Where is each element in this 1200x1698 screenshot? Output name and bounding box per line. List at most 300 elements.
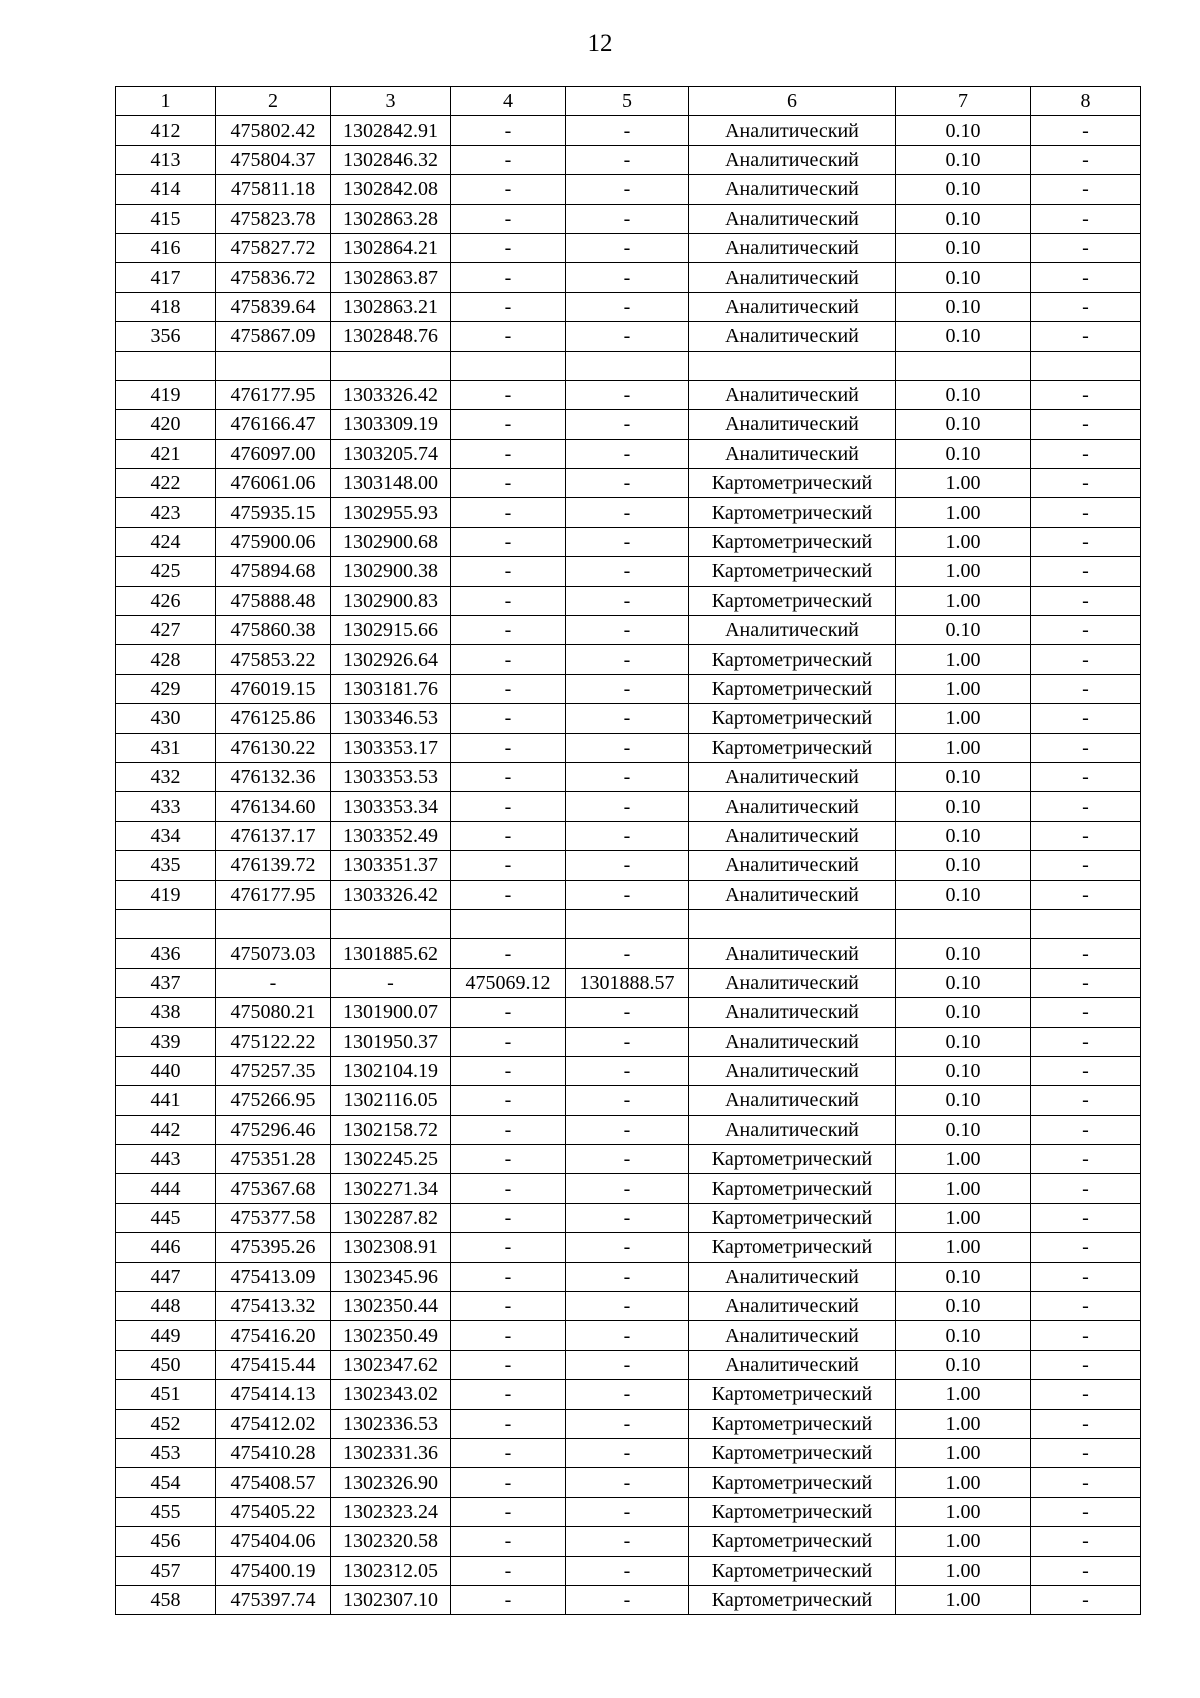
method-cell: Аналитический xyxy=(689,175,896,204)
table-row xyxy=(116,880,1141,909)
note-cell: - xyxy=(1031,527,1141,556)
accuracy-cell: 1.00 xyxy=(896,1438,1031,1467)
table-row xyxy=(116,1027,1141,1056)
note-cell: - xyxy=(1031,939,1141,968)
point-number-cell: 422 xyxy=(116,469,216,498)
x-coordinate-cell: 475823.78 xyxy=(216,204,331,233)
y-coordinate-cell: 1303148.00 xyxy=(331,469,451,498)
method-cell: Аналитический xyxy=(689,1262,896,1291)
accuracy-cell: 0.10 xyxy=(896,292,1031,321)
x-new-cell: - xyxy=(451,1174,566,1203)
x-coordinate-cell: 475836.72 xyxy=(216,263,331,292)
x-coordinate-cell: 475413.09 xyxy=(216,1262,331,1291)
note-cell: - xyxy=(1031,469,1141,498)
table-row xyxy=(116,1380,1141,1409)
note-cell xyxy=(1031,909,1141,938)
y-coordinate-cell: 1302863.87 xyxy=(331,263,451,292)
y-coordinate-cell: 1303351.37 xyxy=(331,851,451,880)
note-cell: - xyxy=(1031,1527,1141,1556)
table-row xyxy=(116,1409,1141,1438)
x-coordinate-cell: 475397.74 xyxy=(216,1585,331,1614)
x-new-cell: - xyxy=(451,733,566,762)
note-cell: - xyxy=(1031,1086,1141,1115)
table-row xyxy=(116,410,1141,439)
method-cell: Аналитический xyxy=(689,792,896,821)
point-number-cell: 434 xyxy=(116,821,216,850)
separator-row xyxy=(116,351,1141,380)
note-cell: - xyxy=(1031,674,1141,703)
x-new-cell: - xyxy=(451,233,566,262)
y-new-cell: - xyxy=(566,674,689,703)
point-number-cell: 419 xyxy=(116,380,216,409)
point-number-cell: 419 xyxy=(116,880,216,909)
method-cell: Аналитический xyxy=(689,821,896,850)
x-new-cell: - xyxy=(451,1585,566,1614)
y-new-cell: - xyxy=(566,1468,689,1497)
y-new-cell: - xyxy=(566,439,689,468)
method-cell: Аналитический xyxy=(689,233,896,262)
y-coordinate-cell: 1303309.19 xyxy=(331,410,451,439)
table-row xyxy=(116,469,1141,498)
table-row xyxy=(116,939,1141,968)
accuracy-cell: 0.10 xyxy=(896,939,1031,968)
note-cell: - xyxy=(1031,880,1141,909)
table-row xyxy=(116,674,1141,703)
y-new-cell: - xyxy=(566,821,689,850)
table-row xyxy=(116,380,1141,409)
column-header: 5 xyxy=(566,87,689,116)
method-cell: Картометрический xyxy=(689,733,896,762)
y-new-cell: - xyxy=(566,1350,689,1379)
note-cell: - xyxy=(1031,1292,1141,1321)
point-number-cell: 435 xyxy=(116,851,216,880)
point-number-cell: 440 xyxy=(116,1056,216,1085)
point-number-cell: 438 xyxy=(116,998,216,1027)
method-cell: Аналитический xyxy=(689,1056,896,1085)
point-number-cell: 452 xyxy=(116,1409,216,1438)
y-coordinate-cell: 1302350.44 xyxy=(331,1292,451,1321)
y-coordinate-cell: 1302900.38 xyxy=(331,557,451,586)
y-coordinate-cell: 1302312.05 xyxy=(331,1556,451,1585)
note-cell: - xyxy=(1031,645,1141,674)
method-cell: Картометрический xyxy=(689,1438,896,1467)
x-new-cell: - xyxy=(451,1497,566,1526)
method-cell: Аналитический xyxy=(689,1321,896,1350)
y-new-cell: - xyxy=(566,263,689,292)
x-coordinate-cell: 476137.17 xyxy=(216,821,331,850)
y-coordinate-cell: 1302846.32 xyxy=(331,145,451,174)
y-new-cell: - xyxy=(566,380,689,409)
x-coordinate-cell: 475073.03 xyxy=(216,939,331,968)
accuracy-cell: 1.00 xyxy=(896,674,1031,703)
y-coordinate-cell: 1302271.34 xyxy=(331,1174,451,1203)
x-new-cell: - xyxy=(451,674,566,703)
note-cell: - xyxy=(1031,586,1141,615)
table-row xyxy=(116,762,1141,791)
table-row xyxy=(116,1115,1141,1144)
table-row xyxy=(116,1145,1141,1174)
note-cell: - xyxy=(1031,410,1141,439)
x-coordinate-cell: 476019.15 xyxy=(216,674,331,703)
point-number-cell: 439 xyxy=(116,1027,216,1056)
note-cell: - xyxy=(1031,322,1141,351)
method-cell xyxy=(689,909,896,938)
y-coordinate-cell: 1302323.24 xyxy=(331,1497,451,1526)
y-coordinate-cell: 1302336.53 xyxy=(331,1409,451,1438)
method-cell: Аналитический xyxy=(689,616,896,645)
y-coordinate-cell: 1303352.49 xyxy=(331,821,451,850)
method-cell: Аналитический xyxy=(689,410,896,439)
x-new-cell: - xyxy=(451,527,566,556)
table-row xyxy=(116,851,1141,880)
point-number-cell: 423 xyxy=(116,498,216,527)
y-coordinate-cell: 1302326.90 xyxy=(331,1468,451,1497)
y-coordinate-cell: 1303353.34 xyxy=(331,792,451,821)
table-row xyxy=(116,233,1141,262)
accuracy-cell: 0.10 xyxy=(896,1086,1031,1115)
y-coordinate-cell: 1303205.74 xyxy=(331,439,451,468)
y-new-cell: - xyxy=(566,880,689,909)
y-coordinate-cell: 1303181.76 xyxy=(331,674,451,703)
method-cell: Картометрический xyxy=(689,1233,896,1262)
y-coordinate-cell: 1302320.58 xyxy=(331,1527,451,1556)
table-row xyxy=(116,175,1141,204)
table-row xyxy=(116,263,1141,292)
accuracy-cell: 0.10 xyxy=(896,204,1031,233)
note-cell: - xyxy=(1031,968,1141,997)
x-coordinate-cell: 475888.48 xyxy=(216,586,331,615)
method-cell xyxy=(689,351,896,380)
y-coordinate-cell: 1301900.07 xyxy=(331,998,451,1027)
y-new-cell: - xyxy=(566,557,689,586)
x-new-cell: - xyxy=(451,1468,566,1497)
x-new-cell: - xyxy=(451,145,566,174)
y-new-cell: - xyxy=(566,1527,689,1556)
table-row xyxy=(116,821,1141,850)
point-number-cell: 427 xyxy=(116,616,216,645)
table-row xyxy=(116,116,1141,145)
accuracy-cell: 0.10 xyxy=(896,410,1031,439)
y-new-cell: - xyxy=(566,1174,689,1203)
note-cell: - xyxy=(1031,1497,1141,1526)
x-new-cell: - xyxy=(451,1027,566,1056)
table-row xyxy=(116,1468,1141,1497)
x-new-cell xyxy=(451,351,566,380)
x-new-cell: - xyxy=(451,175,566,204)
point-number-cell: 443 xyxy=(116,1145,216,1174)
accuracy-cell: 1.00 xyxy=(896,1497,1031,1526)
x-coordinate-cell: 476166.47 xyxy=(216,410,331,439)
x-new-cell: - xyxy=(451,322,566,351)
accuracy-cell: 1.00 xyxy=(896,1556,1031,1585)
method-cell: Картометрический xyxy=(689,645,896,674)
x-coordinate-cell: 475416.20 xyxy=(216,1321,331,1350)
method-cell: Аналитический xyxy=(689,939,896,968)
coordinates-table xyxy=(115,86,1141,1615)
y-coordinate-cell: 1301885.62 xyxy=(331,939,451,968)
y-new-cell: - xyxy=(566,322,689,351)
point-number-cell: 415 xyxy=(116,204,216,233)
point-number-cell: 442 xyxy=(116,1115,216,1144)
accuracy-cell: 1.00 xyxy=(896,1145,1031,1174)
table-row xyxy=(116,204,1141,233)
table-row xyxy=(116,1321,1141,1350)
x-new-cell: - xyxy=(451,469,566,498)
accuracy-cell: 0.10 xyxy=(896,1027,1031,1056)
point-number-cell: 412 xyxy=(116,116,216,145)
x-new-cell: - xyxy=(451,704,566,733)
x-coordinate-cell: - xyxy=(216,968,331,997)
accuracy-cell: 0.10 xyxy=(896,762,1031,791)
y-coordinate-cell: 1302104.19 xyxy=(331,1056,451,1085)
accuracy-cell: 1.00 xyxy=(896,469,1031,498)
accuracy-cell: 0.10 xyxy=(896,439,1031,468)
note-cell: - xyxy=(1031,851,1141,880)
x-coordinate-cell: 476139.72 xyxy=(216,851,331,880)
accuracy-cell: 0.10 xyxy=(896,1115,1031,1144)
x-new-cell: - xyxy=(451,851,566,880)
y-new-cell: - xyxy=(566,645,689,674)
y-coordinate-cell: - xyxy=(331,968,451,997)
x-coordinate-cell: 475367.68 xyxy=(216,1174,331,1203)
table-row xyxy=(116,1350,1141,1379)
table-row xyxy=(116,1438,1141,1467)
note-cell: - xyxy=(1031,733,1141,762)
y-coordinate-cell: 1302900.68 xyxy=(331,527,451,556)
note-cell: - xyxy=(1031,204,1141,233)
x-coordinate-cell xyxy=(216,909,331,938)
x-coordinate-cell: 475867.09 xyxy=(216,322,331,351)
point-number-cell xyxy=(116,909,216,938)
column-header: 3 xyxy=(331,87,451,116)
y-new-cell: - xyxy=(566,1292,689,1321)
note-cell: - xyxy=(1031,1468,1141,1497)
y-new-cell: - xyxy=(566,1585,689,1614)
y-new-cell: - xyxy=(566,1380,689,1409)
method-cell: Картометрический xyxy=(689,498,896,527)
y-new-cell: - xyxy=(566,792,689,821)
point-number-cell: 444 xyxy=(116,1174,216,1203)
table-row xyxy=(116,1174,1141,1203)
point-number-cell: 430 xyxy=(116,704,216,733)
accuracy-cell: 0.10 xyxy=(896,145,1031,174)
y-new-cell: - xyxy=(566,851,689,880)
y-coordinate-cell: 1302158.72 xyxy=(331,1115,451,1144)
x-coordinate-cell: 476177.95 xyxy=(216,380,331,409)
y-new-cell: - xyxy=(566,586,689,615)
note-cell: - xyxy=(1031,233,1141,262)
point-number-cell: 426 xyxy=(116,586,216,615)
y-coordinate-cell: 1302116.05 xyxy=(331,1086,451,1115)
x-coordinate-cell: 475827.72 xyxy=(216,233,331,262)
x-new-cell: - xyxy=(451,1556,566,1585)
note-cell: - xyxy=(1031,116,1141,145)
x-new-cell: - xyxy=(451,116,566,145)
note-cell: - xyxy=(1031,998,1141,1027)
y-new-cell: - xyxy=(566,1321,689,1350)
note-cell xyxy=(1031,351,1141,380)
x-new-cell: - xyxy=(451,1292,566,1321)
table-row xyxy=(116,439,1141,468)
x-new-cell: - xyxy=(451,439,566,468)
note-cell: - xyxy=(1031,1233,1141,1262)
note-cell: - xyxy=(1031,1556,1141,1585)
y-new-cell: 1301888.57 xyxy=(566,968,689,997)
method-cell: Картометрический xyxy=(689,527,896,556)
accuracy-cell: 0.10 xyxy=(896,322,1031,351)
method-cell: Картометрический xyxy=(689,1527,896,1556)
x-new-cell: - xyxy=(451,586,566,615)
y-coordinate-cell: 1303326.42 xyxy=(331,880,451,909)
table-row xyxy=(116,1233,1141,1262)
table-row xyxy=(116,1497,1141,1526)
x-coordinate-cell: 475377.58 xyxy=(216,1203,331,1232)
method-cell: Картометрический xyxy=(689,1497,896,1526)
x-coordinate-cell: 475410.28 xyxy=(216,1438,331,1467)
x-new-cell: - xyxy=(451,380,566,409)
y-new-cell: - xyxy=(566,1115,689,1144)
method-cell: Аналитический xyxy=(689,439,896,468)
x-coordinate-cell: 475404.06 xyxy=(216,1527,331,1556)
x-coordinate-cell: 476061.06 xyxy=(216,469,331,498)
x-new-cell: - xyxy=(451,1145,566,1174)
column-header: 8 xyxy=(1031,87,1141,116)
method-cell: Аналитический xyxy=(689,880,896,909)
x-coordinate-cell: 475414.13 xyxy=(216,1380,331,1409)
point-number-cell: 456 xyxy=(116,1527,216,1556)
accuracy-cell: 0.10 xyxy=(896,1262,1031,1291)
y-new-cell: - xyxy=(566,1056,689,1085)
y-coordinate-cell: 1302287.82 xyxy=(331,1203,451,1232)
accuracy-cell: 1.00 xyxy=(896,704,1031,733)
table-row xyxy=(116,586,1141,615)
y-new-cell: - xyxy=(566,998,689,1027)
accuracy-cell: 1.00 xyxy=(896,1203,1031,1232)
x-coordinate-cell: 475935.15 xyxy=(216,498,331,527)
y-coordinate-cell: 1302863.28 xyxy=(331,204,451,233)
note-cell: - xyxy=(1031,1438,1141,1467)
x-new-cell: - xyxy=(451,410,566,439)
x-new-cell: - xyxy=(451,939,566,968)
x-coordinate-cell: 475395.26 xyxy=(216,1233,331,1262)
accuracy-cell: 0.10 xyxy=(896,116,1031,145)
note-cell: - xyxy=(1031,498,1141,527)
x-coordinate-cell: 475296.46 xyxy=(216,1115,331,1144)
method-cell: Аналитический xyxy=(689,1027,896,1056)
x-new-cell: - xyxy=(451,263,566,292)
y-new-cell: - xyxy=(566,498,689,527)
x-new-cell: - xyxy=(451,1203,566,1232)
x-coordinate-cell xyxy=(216,351,331,380)
x-new-cell: - xyxy=(451,1527,566,1556)
method-cell: Картометрический xyxy=(689,557,896,586)
y-coordinate-cell: 1303326.42 xyxy=(331,380,451,409)
y-new-cell: - xyxy=(566,1438,689,1467)
table-row xyxy=(116,1056,1141,1085)
point-number-cell: 457 xyxy=(116,1556,216,1585)
point-number-cell: 450 xyxy=(116,1350,216,1379)
point-number-cell: 414 xyxy=(116,175,216,204)
x-coordinate-cell: 476130.22 xyxy=(216,733,331,762)
method-cell: Аналитический xyxy=(689,116,896,145)
y-new-cell: - xyxy=(566,527,689,556)
note-cell: - xyxy=(1031,762,1141,791)
x-coordinate-cell: 475804.37 xyxy=(216,145,331,174)
point-number-cell: 432 xyxy=(116,762,216,791)
y-new-cell: - xyxy=(566,116,689,145)
method-cell: Картометрический xyxy=(689,704,896,733)
method-cell: Картометрический xyxy=(689,469,896,498)
x-coordinate-cell: 475412.02 xyxy=(216,1409,331,1438)
note-cell: - xyxy=(1031,380,1141,409)
table-row xyxy=(116,1585,1141,1614)
x-new-cell: - xyxy=(451,821,566,850)
x-new-cell: - xyxy=(451,1438,566,1467)
y-coordinate-cell: 1301950.37 xyxy=(331,1027,451,1056)
x-coordinate-cell: 475405.22 xyxy=(216,1497,331,1526)
y-new-cell: - xyxy=(566,1409,689,1438)
y-new-cell xyxy=(566,351,689,380)
y-new-cell: - xyxy=(566,616,689,645)
point-number-cell: 428 xyxy=(116,645,216,674)
x-new-cell: - xyxy=(451,1262,566,1291)
table-row xyxy=(116,792,1141,821)
accuracy-cell: 1.00 xyxy=(896,1174,1031,1203)
y-coordinate-cell: 1302863.21 xyxy=(331,292,451,321)
method-cell: Аналитический xyxy=(689,762,896,791)
accuracy-cell: 0.10 xyxy=(896,1350,1031,1379)
x-new-cell: - xyxy=(451,762,566,791)
y-new-cell: - xyxy=(566,410,689,439)
accuracy-cell: 1.00 xyxy=(896,1527,1031,1556)
accuracy-cell: 0.10 xyxy=(896,616,1031,645)
x-new-cell: - xyxy=(451,880,566,909)
x-new-cell: - xyxy=(451,292,566,321)
note-cell: - xyxy=(1031,263,1141,292)
note-cell: - xyxy=(1031,1321,1141,1350)
method-cell: Картометрический xyxy=(689,1468,896,1497)
method-cell: Аналитический xyxy=(689,1350,896,1379)
y-new-cell: - xyxy=(566,1086,689,1115)
y-new-cell: - xyxy=(566,1027,689,1056)
accuracy-cell: 1.00 xyxy=(896,1409,1031,1438)
column-header: 6 xyxy=(689,87,896,116)
x-coordinate-cell: 476134.60 xyxy=(216,792,331,821)
point-number-cell: 421 xyxy=(116,439,216,468)
x-coordinate-cell: 475400.19 xyxy=(216,1556,331,1585)
method-cell: Картометрический xyxy=(689,1556,896,1585)
point-number-cell: 449 xyxy=(116,1321,216,1350)
method-cell: Аналитический xyxy=(689,204,896,233)
point-number-cell: 445 xyxy=(116,1203,216,1232)
y-new-cell: - xyxy=(566,204,689,233)
y-new-cell: - xyxy=(566,1497,689,1526)
x-new-cell: - xyxy=(451,1115,566,1144)
note-cell: - xyxy=(1031,292,1141,321)
x-coordinate-cell: 475266.95 xyxy=(216,1086,331,1115)
accuracy-cell: 1.00 xyxy=(896,498,1031,527)
x-new-cell: - xyxy=(451,1321,566,1350)
x-new-cell: 475069.12 xyxy=(451,968,566,997)
table-row xyxy=(116,968,1141,997)
x-new-cell: - xyxy=(451,1380,566,1409)
point-number-cell: 417 xyxy=(116,263,216,292)
y-new-cell xyxy=(566,909,689,938)
note-cell: - xyxy=(1031,439,1141,468)
table-row xyxy=(116,557,1141,586)
y-coordinate-cell: 1302900.83 xyxy=(331,586,451,615)
point-number-cell: 425 xyxy=(116,557,216,586)
